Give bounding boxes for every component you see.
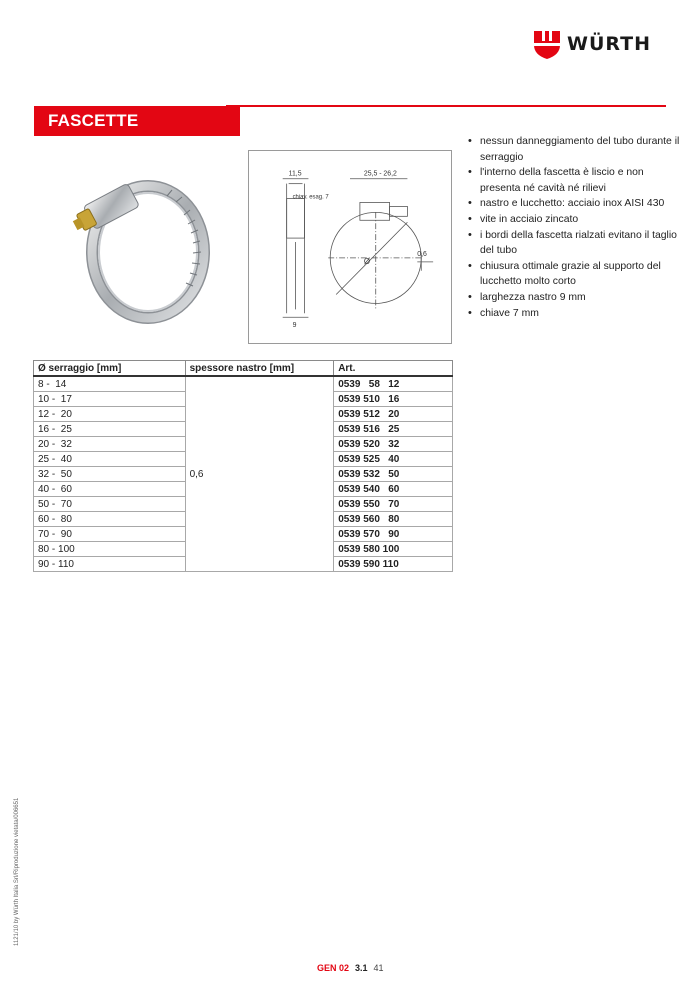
cell-article: 0539 510 16 bbox=[334, 392, 453, 407]
feature-item: • l'interno della fascetta è liscio e non presenta né cavità né rilievi bbox=[466, 165, 686, 196]
spec-table bbox=[33, 360, 453, 572]
section-number: 3.1 bbox=[355, 963, 368, 973]
cell-diameter: 8 - 14 bbox=[34, 376, 186, 392]
table-row bbox=[34, 376, 453, 392]
key-label: chiav. esag. 7 bbox=[292, 194, 329, 201]
cell-diameter: 16 - 25 bbox=[34, 422, 186, 437]
cell-diameter: 12 - 20 bbox=[34, 407, 186, 422]
cell-diameter: 70 - 90 bbox=[34, 527, 186, 542]
cell-diameter: 25 - 40 bbox=[34, 452, 186, 467]
feature-item: • nastro e lucchetto: acciaio inox AISI 430 bbox=[466, 196, 686, 212]
cell-diameter: 80 - 100 bbox=[34, 542, 186, 557]
catalog-code: GEN 02 bbox=[317, 963, 350, 973]
wurth-logo bbox=[532, 24, 651, 64]
cell-thickness: 0,6 bbox=[185, 376, 334, 572]
brand-name: WÜRTH bbox=[567, 33, 652, 55]
cell-article: 0539 580 100 bbox=[334, 542, 453, 557]
dim-bottom: 9 bbox=[292, 322, 297, 330]
col-header-diameter: Ø serraggio [mm] bbox=[34, 361, 186, 377]
cell-diameter: 20 - 32 bbox=[34, 437, 186, 452]
cell-article: 0539 532 50 bbox=[334, 467, 453, 482]
cell-diameter: 50 - 70 bbox=[34, 497, 186, 512]
cell-article: 0539 590 110 bbox=[334, 557, 453, 572]
cell-article: 0539 512 20 bbox=[334, 407, 453, 422]
cell-diameter: 40 - 60 bbox=[34, 482, 186, 497]
technical-drawing bbox=[248, 150, 452, 344]
feature-item: • larghezza nastro 9 mm bbox=[466, 290, 686, 306]
cell-article: 0539 550 70 bbox=[334, 497, 453, 512]
cell-article: 0539 560 80 bbox=[334, 512, 453, 527]
cell-article: 0539 540 60 bbox=[334, 482, 453, 497]
cell-article: 0539 570 90 bbox=[334, 527, 453, 542]
cell-diameter: 60 - 80 bbox=[34, 512, 186, 527]
cell-diameter: 90 - 110 bbox=[34, 557, 186, 572]
col-header-article: Art. bbox=[334, 361, 453, 377]
header-rule bbox=[226, 105, 666, 107]
page-footer bbox=[317, 963, 384, 973]
copyright-note: 1121/10 by Würth Italia Srl/Riproduzione vietata/006651 bbox=[14, 797, 20, 946]
cell-article: 0539 58 12 bbox=[334, 376, 453, 392]
cell-article: 0539 525 40 bbox=[334, 452, 453, 467]
wurth-logo-mark-icon bbox=[532, 27, 562, 61]
col-header-thickness: spessore nastro [mm] bbox=[185, 361, 334, 377]
feature-list bbox=[466, 134, 686, 321]
feature-item: • nessun danneggiamento del tubo durante il serraggio bbox=[466, 134, 686, 165]
cell-diameter: 32 - 50 bbox=[34, 467, 186, 482]
table-header-row bbox=[34, 361, 453, 377]
cell-article: 0539 520 32 bbox=[334, 437, 453, 452]
feature-item: • chiave 7 mm bbox=[466, 306, 686, 322]
diameter-symbol: Ø bbox=[363, 256, 371, 266]
cell-diameter: 10 - 17 bbox=[34, 392, 186, 407]
feature-item: • i bordi della fascetta rialzati evitano il taglio del tubo bbox=[466, 228, 686, 259]
cell-article: 0539 516 25 bbox=[334, 422, 453, 437]
dim-right: 0,6 bbox=[417, 250, 427, 258]
feature-item: • vite in acciaio zincato bbox=[466, 212, 686, 228]
page-number: 41 bbox=[373, 963, 384, 973]
dim-top-left: 11,5 bbox=[288, 170, 302, 178]
hose-clamp-photo bbox=[66, 160, 216, 330]
page-title: FASCETTE STRINGITUBO bbox=[34, 106, 240, 136]
dim-top-right: 25,5 - 26,2 bbox=[363, 170, 397, 178]
feature-item: • chiusura ottimale grazie al supporto del lucchetto molto corto bbox=[466, 259, 686, 290]
